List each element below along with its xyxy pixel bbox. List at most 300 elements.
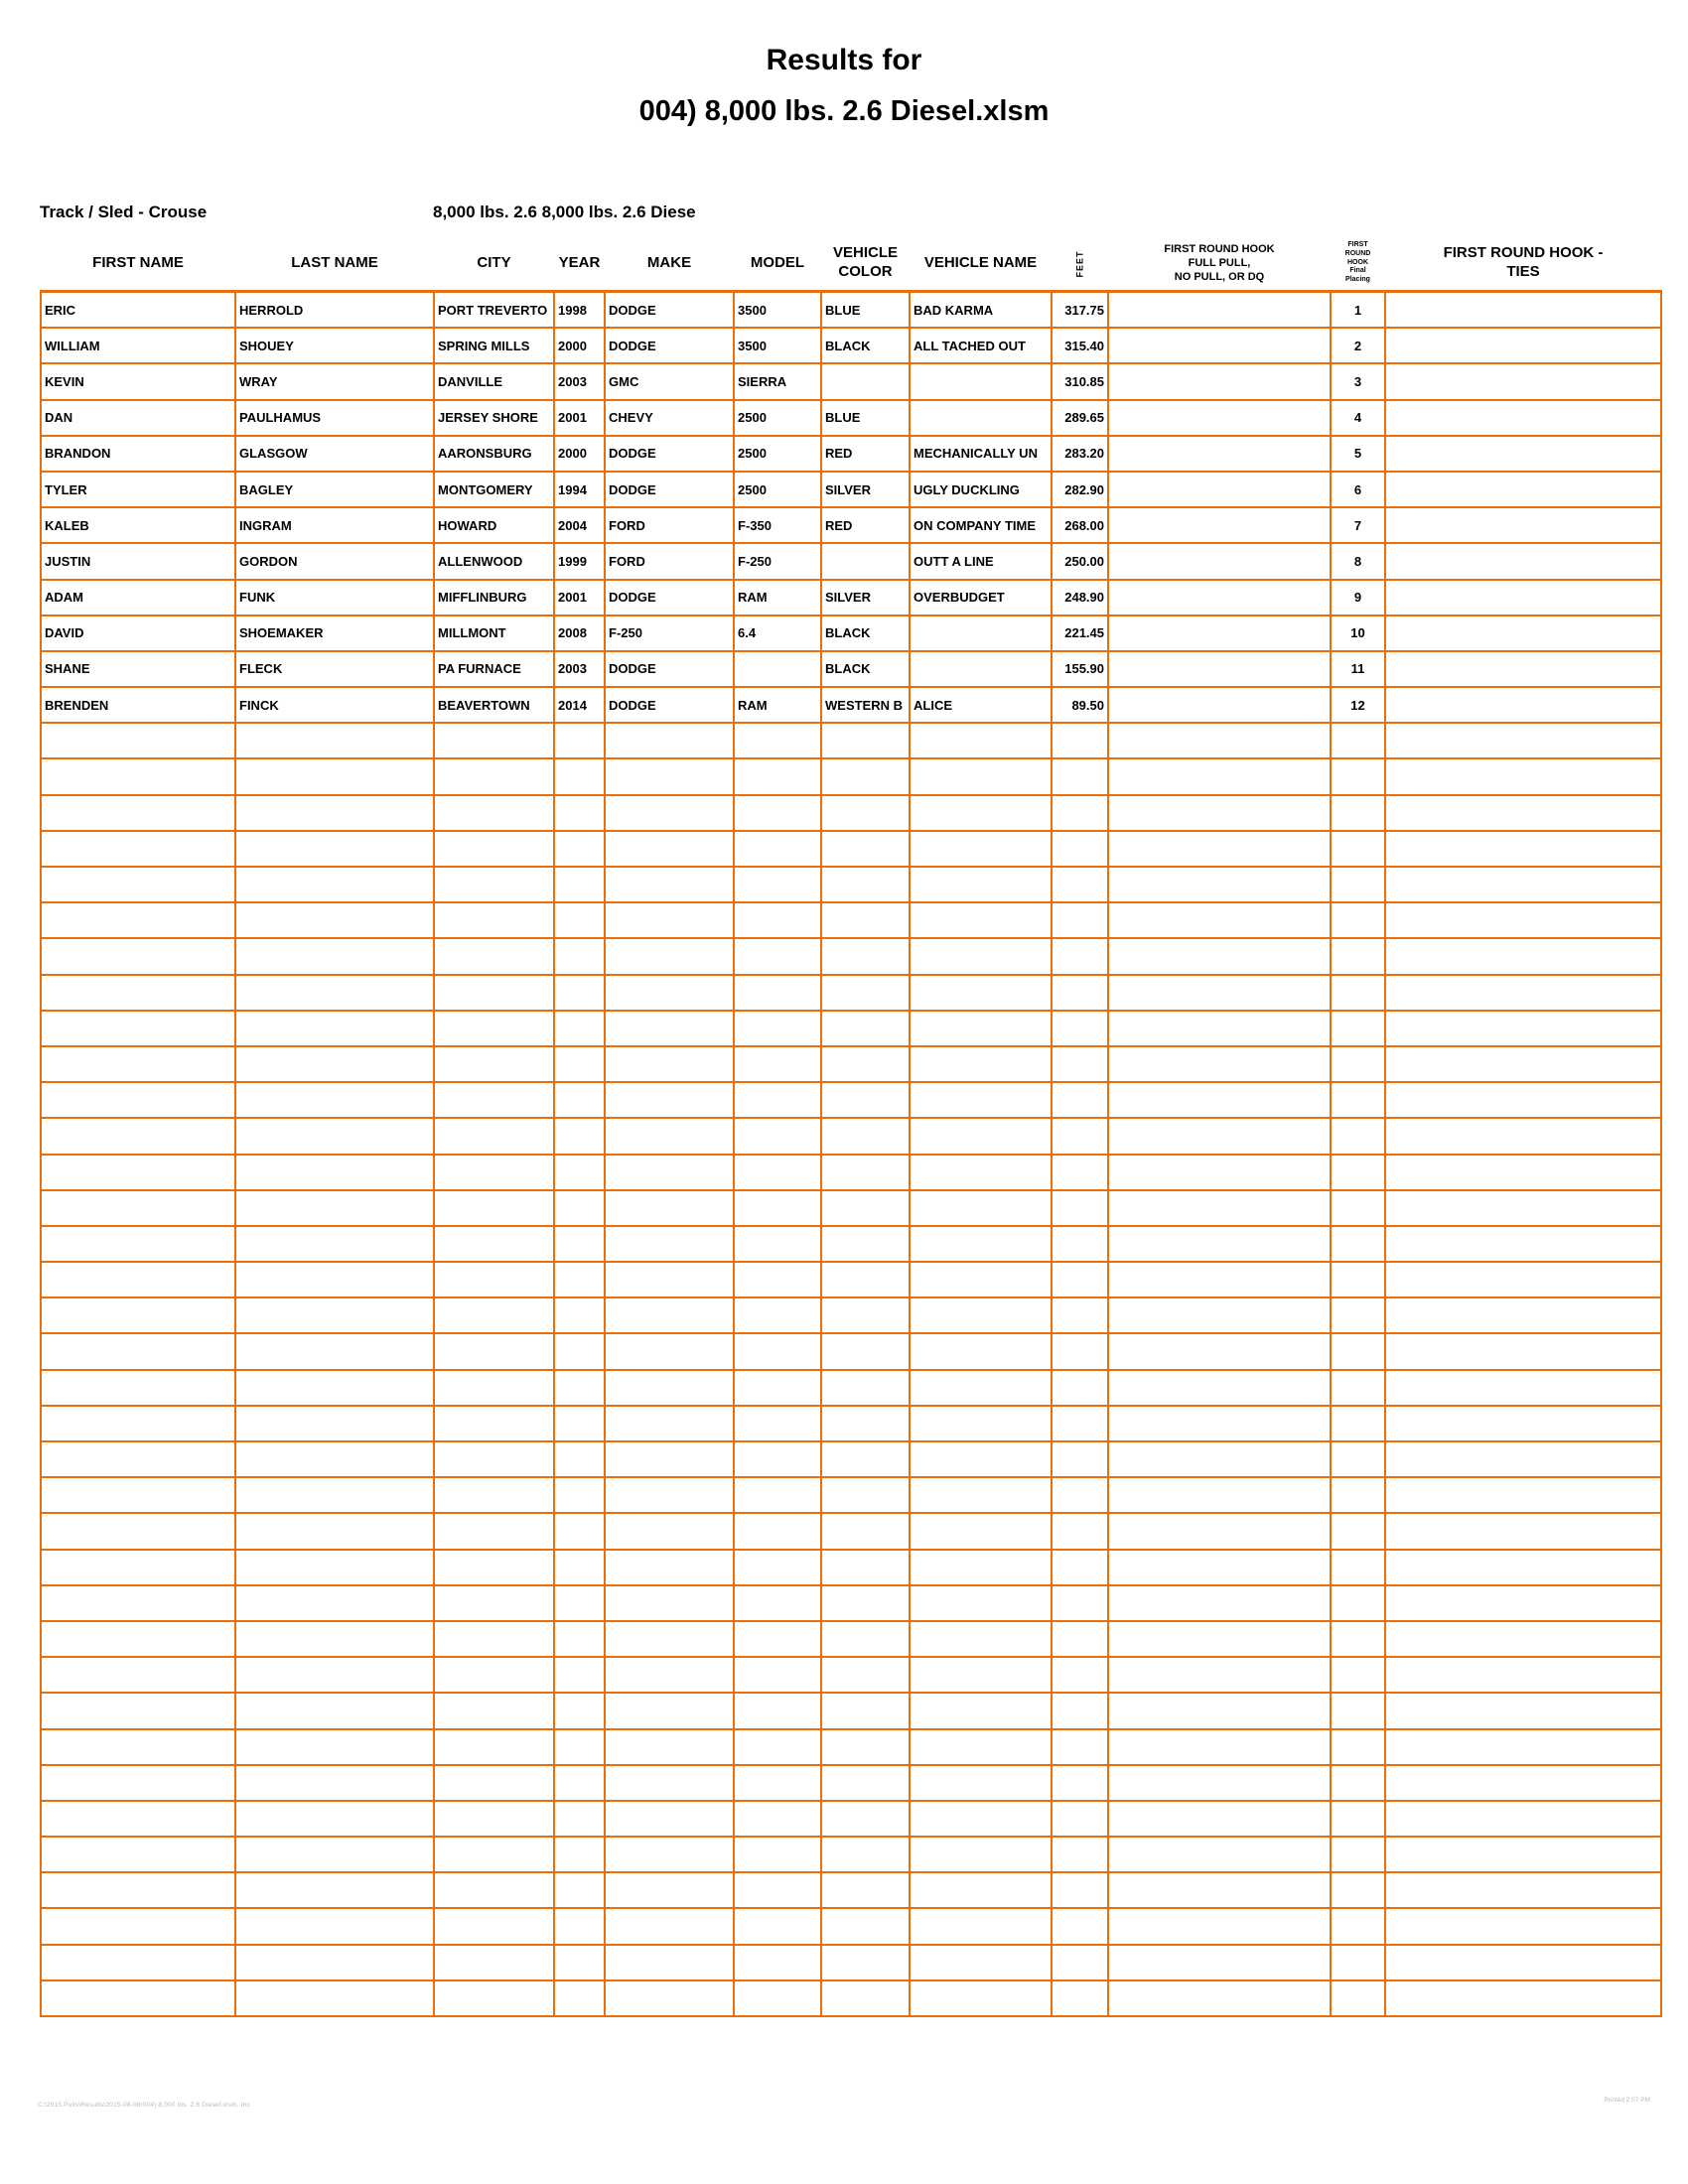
column-header-line: FULL PULL, (1188, 256, 1251, 269)
cell-empty (554, 1765, 605, 1801)
cell-first-name: BRENDEN (41, 687, 235, 723)
cell-empty (434, 902, 554, 938)
cell-empty (554, 1046, 605, 1082)
table-row-empty (41, 1945, 1661, 1980)
cell-empty (1108, 1621, 1331, 1657)
cell-empty (235, 1980, 434, 2016)
cell-vehicle-name: BAD KARMA (910, 292, 1052, 329)
cell-empty (910, 975, 1052, 1011)
cell-empty (554, 1297, 605, 1333)
cell-model: 6.4 (734, 615, 821, 651)
cell-empty (1052, 1801, 1108, 1837)
cell-empty (1108, 758, 1331, 794)
cell-empty (554, 1155, 605, 1190)
table-row-empty (41, 1297, 1661, 1333)
cell-model: 3500 (734, 328, 821, 363)
cell-empty (1385, 1980, 1661, 2016)
cell-empty (41, 795, 235, 831)
cell-empty (1385, 1765, 1661, 1801)
cell-empty (554, 1872, 605, 1908)
cell-empty (1385, 1550, 1661, 1585)
cell-full-pull (1108, 472, 1331, 507)
cell-empty (1331, 1621, 1385, 1657)
cell-empty (1385, 723, 1661, 758)
cell-empty (821, 1729, 910, 1765)
cell-empty (605, 1046, 734, 1082)
cell-placing: 2 (1331, 328, 1385, 363)
cell-empty (821, 1513, 910, 1549)
cell-empty (910, 1297, 1052, 1333)
cell-empty (821, 1872, 910, 1908)
cell-empty (1331, 1837, 1385, 1872)
table-row-empty (41, 1693, 1661, 1728)
cell-empty (1331, 1945, 1385, 1980)
cell-empty (605, 1693, 734, 1728)
cell-empty (554, 758, 605, 794)
cell-empty (434, 1837, 554, 1872)
cell-empty (1385, 1801, 1661, 1837)
cell-empty (1385, 1729, 1661, 1765)
cell-empty (1331, 1801, 1385, 1837)
cell-empty (734, 1333, 821, 1369)
cell-empty (1331, 1370, 1385, 1406)
cell-empty (41, 1370, 235, 1406)
cell-empty (1108, 1693, 1331, 1728)
cell-ties (1385, 472, 1661, 507)
cell-empty (821, 1550, 910, 1585)
cell-empty (734, 1370, 821, 1406)
cell-empty (235, 1801, 434, 1837)
column-header-make (605, 236, 734, 292)
cell-feet: 221.45 (1052, 615, 1108, 651)
cell-full-pull (1108, 580, 1331, 615)
cell-empty (605, 1908, 734, 1944)
cell-empty (235, 1657, 434, 1693)
table-row-empty (41, 831, 1661, 867)
column-header-line: CITY (477, 253, 511, 271)
cell-empty (734, 1441, 821, 1477)
cell-empty (1052, 1297, 1108, 1333)
cell-city: MILLMONT (434, 615, 554, 651)
cell-empty (554, 1370, 605, 1406)
cell-model: 2500 (734, 400, 821, 436)
cell-empty (1052, 1370, 1108, 1406)
cell-empty (1108, 1980, 1331, 2016)
cell-empty (734, 1657, 821, 1693)
cell-empty (1385, 831, 1661, 867)
cell-empty (434, 1297, 554, 1333)
table-row-empty (41, 1441, 1661, 1477)
cell-empty (1052, 1513, 1108, 1549)
cell-empty (821, 1370, 910, 1406)
cell-empty (734, 938, 821, 974)
cell-empty (605, 1226, 734, 1262)
cell-empty (734, 1621, 821, 1657)
column-header-ties (1385, 236, 1661, 292)
cell-empty (434, 1118, 554, 1154)
cell-city: BEAVERTOWN (434, 687, 554, 723)
cell-empty (605, 1370, 734, 1406)
column-header-line: TIES (1506, 263, 1540, 280)
cell-empty (41, 1226, 235, 1262)
cell-empty (734, 1082, 821, 1118)
cell-model: SIERRA (734, 363, 821, 399)
cell-empty (41, 1441, 235, 1477)
cell-empty (910, 1945, 1052, 1980)
cell-empty (910, 1082, 1052, 1118)
cell-empty (1052, 1333, 1108, 1369)
table-row (41, 507, 1661, 543)
cell-model: RAM (734, 580, 821, 615)
cell-first-name: SHANE (41, 651, 235, 687)
cell-empty (734, 1155, 821, 1190)
cell-model: 2500 (734, 436, 821, 472)
cell-empty (1108, 1082, 1331, 1118)
column-header-first-name (41, 236, 235, 292)
cell-empty (235, 1441, 434, 1477)
cell-empty (1331, 1980, 1385, 2016)
table-row-empty (41, 1118, 1661, 1154)
cell-placing: 4 (1331, 400, 1385, 436)
cell-empty (1052, 1980, 1108, 2016)
cell-empty (41, 1406, 235, 1441)
column-header-line: VEHICLE NAME (923, 253, 1038, 271)
cell-empty (434, 1657, 554, 1693)
cell-empty (235, 902, 434, 938)
cell-first-name: BRANDON (41, 436, 235, 472)
cell-empty (235, 1621, 434, 1657)
cell-feet: 282.90 (1052, 472, 1108, 507)
cell-placing: 1 (1331, 292, 1385, 329)
cell-empty (734, 867, 821, 902)
cell-city: MIFFLINBURG (434, 580, 554, 615)
cell-empty (1108, 1908, 1331, 1944)
cell-empty (1385, 1082, 1661, 1118)
cell-full-pull (1108, 363, 1331, 399)
cell-empty (235, 1765, 434, 1801)
cell-year: 2014 (554, 687, 605, 723)
cell-empty (1331, 1190, 1385, 1226)
cell-empty (821, 1657, 910, 1693)
cell-empty (734, 1801, 821, 1837)
cell-empty (554, 975, 605, 1011)
cell-first-name: TYLER (41, 472, 235, 507)
cell-empty (554, 1693, 605, 1728)
header-row (41, 236, 1661, 292)
cell-empty (554, 1945, 605, 1980)
cell-empty (41, 1550, 235, 1585)
cell-last-name: BAGLEY (235, 472, 434, 507)
cell-vehicle-color: BLACK (821, 615, 910, 651)
cell-empty (1385, 1837, 1661, 1872)
cell-empty (605, 1765, 734, 1801)
column-header-line: FIRST ROUND HOOK - (1443, 244, 1604, 262)
cell-empty (1052, 1082, 1108, 1118)
cell-empty (1108, 1406, 1331, 1441)
cell-feet: 310.85 (1052, 363, 1108, 399)
cell-placing: 6 (1331, 472, 1385, 507)
cell-vehicle-color (821, 363, 910, 399)
cell-empty (910, 1441, 1052, 1477)
cell-full-pull (1108, 651, 1331, 687)
table-row (41, 472, 1661, 507)
cell-empty (1331, 1011, 1385, 1046)
cell-empty (554, 1908, 605, 1944)
cell-empty (910, 1908, 1052, 1944)
cell-vehicle-name (910, 363, 1052, 399)
table-row-empty (41, 902, 1661, 938)
cell-empty (1385, 1118, 1661, 1154)
cell-empty (1052, 1945, 1108, 1980)
weight-class-label: 8,000 lbs. 2.6 8,000 lbs. 2.6 Diese (433, 203, 696, 221)
cell-empty (554, 1226, 605, 1262)
cell-empty (554, 1550, 605, 1585)
table-row-empty (41, 1082, 1661, 1118)
cell-empty (41, 1693, 235, 1728)
cell-empty (1331, 1872, 1385, 1908)
column-header-line: FIRST ROUND HOOK (1164, 242, 1275, 255)
cell-empty (821, 1945, 910, 1980)
cell-empty (554, 1801, 605, 1837)
cell-empty (1052, 938, 1108, 974)
cell-empty (1052, 902, 1108, 938)
column-header-line: LAST NAME (291, 253, 378, 271)
cell-empty (1331, 1118, 1385, 1154)
cell-empty (235, 1082, 434, 1118)
cell-empty (605, 723, 734, 758)
cell-empty (1108, 1585, 1331, 1621)
cell-empty (41, 975, 235, 1011)
cell-empty (821, 1226, 910, 1262)
cell-empty (235, 938, 434, 974)
table-row (41, 615, 1661, 651)
cell-empty (605, 1837, 734, 1872)
cell-empty (734, 1513, 821, 1549)
cell-empty (1385, 1262, 1661, 1297)
cell-empty (41, 1729, 235, 1765)
cell-last-name: FUNK (235, 580, 434, 615)
cell-empty (1108, 1441, 1331, 1477)
cell-empty (1108, 1945, 1331, 1980)
cell-empty (41, 758, 235, 794)
cell-empty (434, 1945, 554, 1980)
cell-empty (434, 1729, 554, 1765)
cell-last-name: GORDON (235, 543, 434, 579)
cell-empty (734, 1585, 821, 1621)
cell-first-name: KEVIN (41, 363, 235, 399)
cell-empty (1331, 867, 1385, 902)
cell-empty (1052, 1657, 1108, 1693)
table-row-empty (41, 1908, 1661, 1944)
cell-first-name: DAVID (41, 615, 235, 651)
cell-empty (821, 1980, 910, 2016)
cell-empty (734, 902, 821, 938)
cell-year: 1998 (554, 292, 605, 329)
cell-full-pull (1108, 436, 1331, 472)
cell-empty (910, 1333, 1052, 1369)
cell-empty (554, 1333, 605, 1369)
cell-empty (1331, 1333, 1385, 1369)
table-row-empty (41, 1226, 1661, 1262)
cell-empty (554, 1190, 605, 1226)
cell-empty (910, 1046, 1052, 1082)
cell-last-name: FINCK (235, 687, 434, 723)
cell-empty (605, 1945, 734, 1980)
cell-empty (1052, 1621, 1108, 1657)
cell-empty (1108, 902, 1331, 938)
cell-empty (821, 1155, 910, 1190)
cell-empty (235, 1370, 434, 1406)
cell-empty (734, 975, 821, 1011)
cell-year: 2003 (554, 363, 605, 399)
cell-first-name: KALEB (41, 507, 235, 543)
cell-empty (1052, 831, 1108, 867)
cell-empty (1385, 902, 1661, 938)
cell-empty (1331, 1585, 1385, 1621)
table-row-empty (41, 795, 1661, 831)
cell-empty (1385, 975, 1661, 1011)
table-row-empty (41, 1513, 1661, 1549)
cell-make: DODGE (605, 651, 734, 687)
cell-empty (1331, 1297, 1385, 1333)
table-row (41, 580, 1661, 615)
cell-empty (235, 1693, 434, 1728)
cell-empty (734, 1297, 821, 1333)
cell-empty (910, 1155, 1052, 1190)
cell-empty (1052, 1262, 1108, 1297)
cell-year: 2001 (554, 400, 605, 436)
cell-empty (910, 1118, 1052, 1154)
cell-empty (821, 1801, 910, 1837)
cell-empty (1385, 758, 1661, 794)
cell-empty (41, 1477, 235, 1513)
column-header-line: VEHICLE (832, 244, 898, 262)
cell-empty (605, 1980, 734, 2016)
cell-empty (434, 1082, 554, 1118)
cell-empty (734, 1908, 821, 1944)
cell-empty (554, 1621, 605, 1657)
cell-last-name: WRAY (235, 363, 434, 399)
cell-empty (434, 1046, 554, 1082)
cell-empty (1108, 1765, 1331, 1801)
cell-empty (235, 1190, 434, 1226)
cell-empty (821, 1297, 910, 1333)
cell-empty (41, 1297, 235, 1333)
cell-empty (1331, 902, 1385, 938)
cell-empty (1108, 1155, 1331, 1190)
cell-empty (821, 1477, 910, 1513)
cell-empty (821, 1693, 910, 1728)
cell-empty (1331, 1765, 1385, 1801)
cell-empty (1331, 1550, 1385, 1585)
cell-ties (1385, 400, 1661, 436)
cell-empty (1331, 1226, 1385, 1262)
cell-placing: 11 (1331, 651, 1385, 687)
cell-empty (434, 1550, 554, 1585)
cell-last-name: FLECK (235, 651, 434, 687)
cell-empty (554, 831, 605, 867)
cell-vehicle-color: BLACK (821, 651, 910, 687)
cell-empty (41, 1118, 235, 1154)
cell-empty (1108, 723, 1331, 758)
cell-empty (434, 795, 554, 831)
page-subtitle-filename: 004) 8,000 lbs. 2.6 Diesel.xlsm (638, 95, 1050, 127)
cell-empty (41, 867, 235, 902)
cell-empty (41, 1765, 235, 1801)
cell-city: DANVILLE (434, 363, 554, 399)
table-row-empty (41, 1801, 1661, 1837)
table-row-empty (41, 1621, 1661, 1657)
cell-empty (605, 1190, 734, 1226)
cell-placing: 12 (1331, 687, 1385, 723)
cell-empty (605, 1477, 734, 1513)
cell-empty (1108, 1801, 1331, 1837)
cell-empty (1385, 1872, 1661, 1908)
cell-feet: 315.40 (1052, 328, 1108, 363)
cell-empty (434, 1477, 554, 1513)
cell-empty (1385, 1945, 1661, 1980)
cell-last-name: HERROLD (235, 292, 434, 329)
cell-make: DODGE (605, 328, 734, 363)
cell-full-pull (1108, 400, 1331, 436)
cell-ties (1385, 328, 1661, 363)
cell-empty (734, 1729, 821, 1765)
table-row-empty (41, 938, 1661, 974)
cell-empty (1385, 1513, 1661, 1549)
cell-empty (554, 938, 605, 974)
cell-empty (434, 1370, 554, 1406)
cell-empty (821, 1621, 910, 1657)
cell-empty (1385, 1585, 1661, 1621)
cell-full-pull (1108, 615, 1331, 651)
cell-empty (554, 795, 605, 831)
cell-full-pull (1108, 507, 1331, 543)
cell-empty (1052, 1406, 1108, 1441)
table-row (41, 363, 1661, 399)
footer-printed-text: Printed 2:07 PM (1604, 2097, 1650, 2104)
cell-empty (910, 758, 1052, 794)
cell-empty (1385, 1477, 1661, 1513)
cell-empty (554, 1585, 605, 1621)
cell-empty (821, 1046, 910, 1082)
cell-empty (434, 1406, 554, 1441)
cell-empty (1331, 938, 1385, 974)
cell-empty (1108, 1046, 1331, 1082)
track-sled-label: Track / Sled - Crouse (40, 203, 208, 221)
cell-empty (821, 1441, 910, 1477)
cell-empty (1108, 1118, 1331, 1154)
cell-empty (41, 1657, 235, 1693)
cell-vehicle-name: MECHANICALLY UN (910, 436, 1052, 472)
table-row (41, 651, 1661, 687)
cell-empty (605, 1621, 734, 1657)
column-header-line: ROUND (1344, 249, 1371, 257)
cell-year: 2003 (554, 651, 605, 687)
table-row-empty (41, 1333, 1661, 1369)
column-header-vehicle-name (910, 236, 1052, 292)
table-row (41, 687, 1661, 723)
cell-first-name: ADAM (41, 580, 235, 615)
cell-empty (1331, 1657, 1385, 1693)
cell-empty (1331, 1908, 1385, 1944)
cell-empty (910, 1585, 1052, 1621)
cell-empty (1385, 1226, 1661, 1262)
cell-empty (554, 902, 605, 938)
cell-vehicle-color: RED (821, 507, 910, 543)
table-row-empty (41, 758, 1661, 794)
cell-placing: 7 (1331, 507, 1385, 543)
column-header-line: FIRST (1347, 241, 1368, 249)
